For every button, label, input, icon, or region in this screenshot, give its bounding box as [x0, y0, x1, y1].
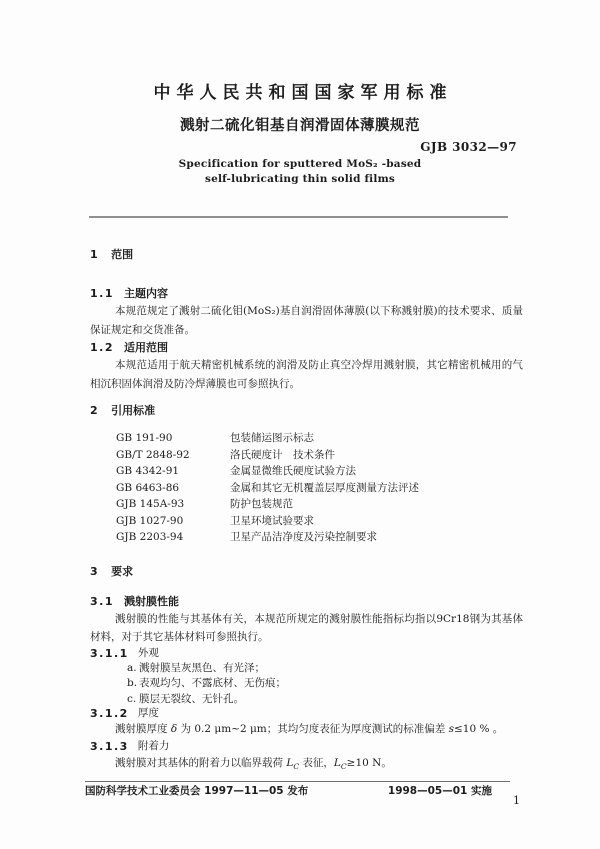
standard-title-cell: 卫星产品洁净度及污染控制要求	[230, 531, 377, 543]
paragraph-text: ≥10 N。	[346, 757, 392, 769]
section-3-1-3-heading	[90, 740, 523, 753]
list-item	[127, 676, 523, 692]
standard-row	[116, 496, 523, 513]
section-1-2-paragraph: 本规范适用于航天精密机械系统的润滑及防止真空冷焊用溅射膜，其它精密机械用的气相沉积固体润滑及防冷焊薄膜也可参照执行。	[90, 359, 523, 390]
list-item	[127, 692, 523, 708]
standard-row	[116, 430, 523, 447]
standard-code-cell: GB/T 2848-92	[116, 448, 190, 461]
section-1-1-heading	[90, 287, 523, 300]
paragraph-text: 溅射膜厚度	[115, 723, 171, 735]
list-item-text: 表观均匀、不露底材、无伤痕；	[139, 677, 286, 689]
section-title: 范围	[111, 248, 134, 261]
section-number: 1	[90, 248, 100, 261]
section-3-1-2-heading	[90, 707, 523, 720]
paragraph-text: ≤10 % 。	[454, 723, 504, 735]
list-item-label: c.	[127, 692, 137, 705]
section-3-heading	[90, 565, 523, 578]
section-3-1-1-heading	[90, 647, 523, 660]
effective-date: 1998—05—01 实施	[387, 785, 492, 797]
section-2-heading	[90, 404, 523, 417]
section-1-1-paragraph: 本规范规定了溅射二硫化钼(MoS₂)基自润滑固体薄膜(以下称溅射膜)的技术要求、质量保证规定和交货准备。	[90, 305, 523, 336]
section-title: 附着力	[137, 740, 170, 752]
standard-code-cell: GB 191-90	[116, 432, 173, 444]
section-title: 要求	[111, 564, 134, 578]
lc-symbol: $L_C$	[333, 757, 347, 772]
section-number: 3.1.3	[90, 740, 129, 753]
standard-code-cell: GB 6463-86	[116, 481, 180, 494]
standard-row	[116, 513, 523, 530]
standard-title-cell: 防护包装规范	[230, 498, 293, 510]
list-item-text: 膜层无裂纹、无针孔。	[139, 692, 244, 705]
section-3-1-3-paragraph	[90, 756, 523, 771]
standard-code-cell: GJB 145A-93	[116, 498, 185, 510]
header-divider-rule	[89, 216, 508, 218]
section-number: 3.1.1	[90, 646, 129, 660]
standard-title-cell: 洛氏硬度计 技术条件	[230, 448, 335, 461]
section-3-1-heading	[90, 595, 523, 608]
referenced-standards-list	[90, 430, 523, 546]
paragraph-text: 溅射膜对其基体的附着力以临界载荷	[115, 757, 287, 769]
section-number: 2	[90, 404, 100, 417]
document-title-cn: 溅射二硫化钼基自润滑固体薄膜规范	[180, 118, 420, 134]
standard-row	[116, 480, 523, 497]
standard-title-cell: 金属和其它无机覆盖层厚度测量方法评述	[230, 481, 419, 494]
section-number: 1.1	[90, 287, 114, 300]
document-header	[0, 0, 600, 218]
paragraph-text: 表征，	[299, 757, 334, 769]
standard-row	[116, 447, 523, 464]
document-footer	[85, 781, 510, 798]
section-title: 主题内容	[124, 287, 168, 300]
section-title: 厚度	[137, 707, 159, 719]
list-item	[127, 661, 523, 677]
section-title: 引用标准	[111, 404, 156, 417]
section-title: 适用范围	[124, 341, 168, 354]
section-number: 3.1.2	[90, 707, 129, 720]
standard-title-cell: 包装储运图示标志	[230, 432, 314, 444]
standard-title-cell: 金属显微维氏硬度试验方法	[230, 465, 356, 477]
section-3-1-2-paragraph	[90, 722, 523, 737]
list-item-label: a.	[127, 661, 137, 674]
section-number: 3	[90, 564, 100, 578]
standard-code-cell: GJB 2203-94	[116, 531, 184, 543]
standard-row	[116, 463, 523, 480]
section-1-2-heading	[90, 341, 523, 354]
list-item-label: b.	[127, 677, 138, 689]
standard-code-cell: GJB 1027-90	[116, 514, 184, 527]
document-title-en-line1: Specification for sputtered MoS₂ -based	[178, 158, 422, 170]
section-title: 外观	[137, 646, 159, 659]
footer-divider-rule	[85, 781, 510, 782]
standard-row	[116, 529, 523, 546]
page-number: 1	[513, 794, 520, 807]
document-body	[0, 248, 600, 771]
section-1-heading	[90, 248, 523, 261]
document-title-en-line2: self-lubricating thin solid films	[204, 173, 395, 185]
delta-symbol: δ	[170, 723, 178, 735]
section-number: 1.2	[90, 341, 114, 354]
paragraph-text: 为 0.2 μm~2 μm；其均匀度表征为厚度测试的标准偏差	[177, 723, 449, 735]
section-number: 3.1	[90, 594, 114, 608]
section-3-1-paragraph: 溅射膜的性能与其基体有关，本规范所规定的溅射膜性能指标均指以9Cr18钢为其基体材料，对于其它基体材料可参照执行。	[90, 612, 523, 643]
s-symbol: s	[448, 723, 454, 735]
section-title: 溅射膜性能	[124, 594, 179, 608]
national-standard-title: 中华人民共和国国家军用标准	[153, 83, 453, 103]
lc-symbol: $L_C$	[286, 757, 300, 772]
footer-text-row	[85, 785, 510, 798]
standard-title-cell: 卫星环境试验要求	[230, 514, 314, 527]
appearance-requirements-list	[90, 661, 523, 708]
list-item-text: 溅射膜呈灰黑色、有光泽；	[139, 661, 265, 674]
standard-code-cell: GB 4342-91	[116, 465, 180, 477]
standard-code: GJB 3032—97	[420, 140, 517, 154]
issuer-and-issue-date: 国防科学技术工业委员会 1997—11—05 发布	[85, 785, 309, 797]
